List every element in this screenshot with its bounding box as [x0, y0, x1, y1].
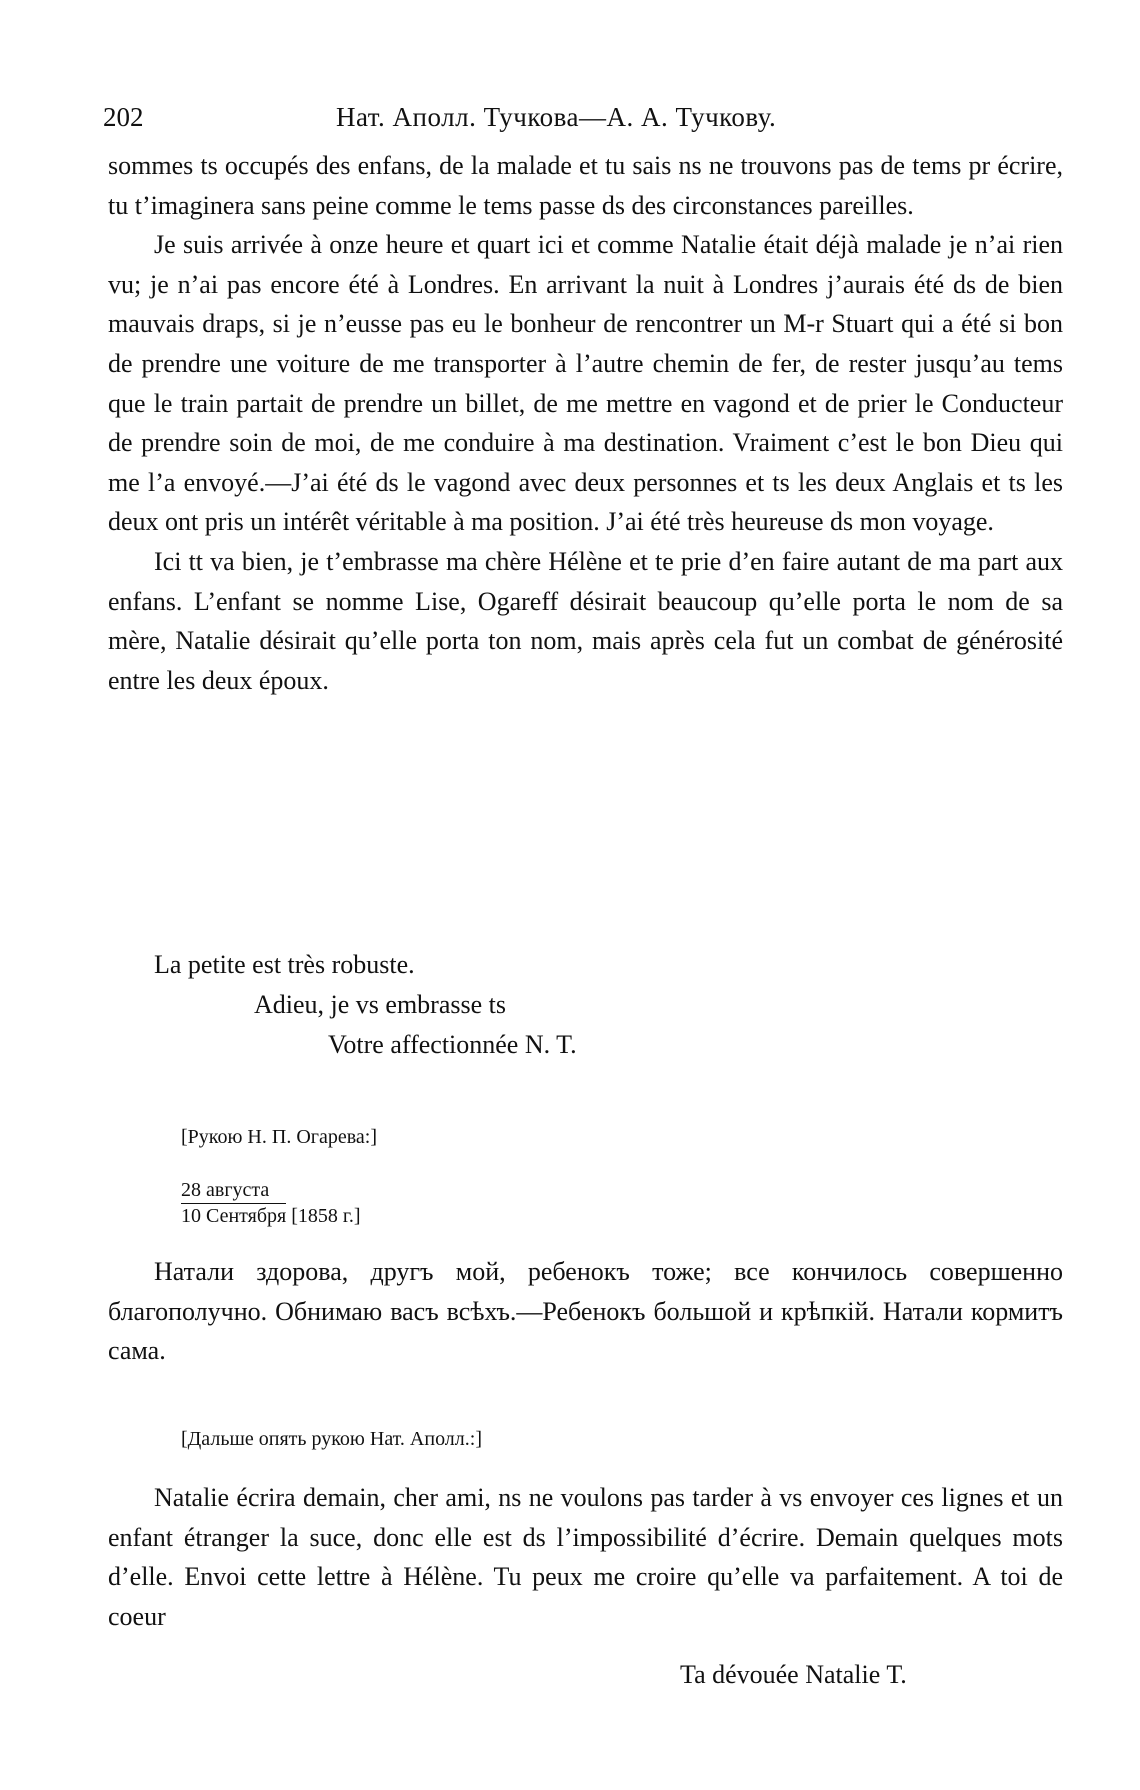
letter-body: [108, 146, 1063, 700]
ogarev-hand-note: [Рукою Н. П. Огарева:]: [181, 1126, 377, 1148]
postscript-text: [108, 1478, 1063, 1636]
date-year: [1858 г.]: [291, 1205, 361, 1227]
letter-paragraph-1: sommes ts occupés des enfans, de la malade et tu sais ns ne trouvons pas de tems pr écrire, tu t’imaginera sans peine comme le tems passe ds des circonstances pareilles.: [108, 151, 1063, 220]
date-block: [181, 1178, 361, 1229]
running-head: Нат. Аполл. Тучкова—А. А. Тучкову.: [336, 102, 777, 132]
page-number: 202: [103, 102, 144, 132]
postscript-signature: Ta dévouée Natalie T.: [680, 1660, 907, 1689]
postscript-hand-note: [Дальше опять рукою Нат. Аполл.:]: [181, 1428, 482, 1450]
postscript-paragraph: Natalie écrira demain, cher ami, ns ne voulons pas tarder à vs envoyer ces lignes et un enfant étranger la suce, donc elle est ds l’impossibilité d’écrire. Demain quelques mots d’elle. Envoi cette lettre à Hélène. Tu peux me croire qu’elle va parfaitement. A toi de coeur: [108, 1483, 1063, 1631]
letter-paragraph-2: Je suis arrivée à onze heure et quart ici et comme Natalie était déjà malade je n’ai rien vu; je n’ai pas encore été à Londres. En arrivant la nuit à Londres j’aurais été ds de bien mauvais draps, si je n’eusse pas eu le bonheur de rencontrer un M-r Stuart qui a été si bon de prendre une voiture de me transporter à l’autre chemin de fer, de rester jusqu’au tems que le train partait de prendre un billet, de me mettre en vagond et de prier le Conducteur de prendre soin de moi, de me conduire à ma destination. Vraiment c’est le bon Dieu qui me l’a envoyé.—J’ai été ds le vagond avec deux personnes et ts les deux Anglais et ts les deux ont pris un intérêt véritable à ma position. J’ai été très heureuse ds mon voyage.: [108, 230, 1063, 537]
ogarev-paragraph: Натали здорова, другъ мой, ребенокъ тоже; все кончилось совершенно благополучно. Обнимаю васъ всѣхъ.—Ребенокъ большой и крѣпкій. Натали кормитъ сама.: [108, 1257, 1063, 1366]
letter-signature: Votre affectionnée N. T.: [328, 1030, 577, 1059]
closing-line-2: Adieu, je vs embrasse ts: [254, 990, 507, 1019]
date-old-style: 28 августа: [181, 1178, 275, 1204]
ogarev-text: [108, 1252, 1063, 1371]
closing-line-1: La petite est très robuste.: [154, 950, 415, 979]
letter-paragraph-3: Ici tt va bien, je t’embrasse ma chère Hélène et te prie d’en faire autant de ma part aux enfans. L’enfant se nomme Lise, Ogareff désirait beaucoup qu’elle porta le nom de sa mère, Natalie désirait qu’elle porta ton nom, mais après cela fut un combat de générosité entre les deux époux.: [108, 546, 1063, 695]
page-header: [103, 102, 1063, 142]
date-new-style: 10 Сентября: [181, 1205, 287, 1227]
